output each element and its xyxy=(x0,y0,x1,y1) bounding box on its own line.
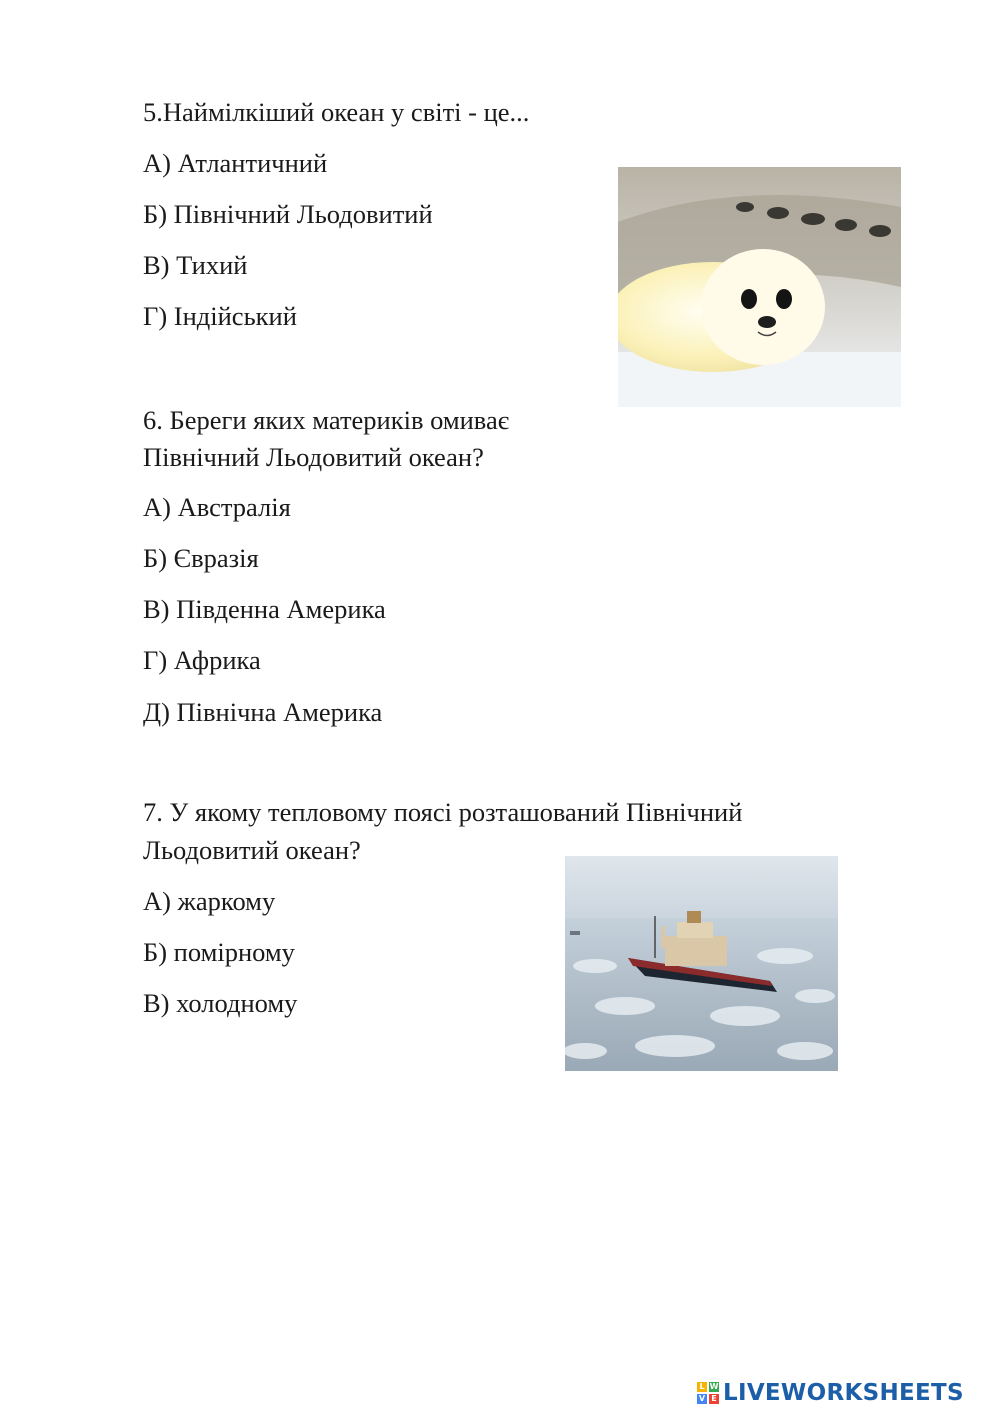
icebreaker-photo xyxy=(565,856,838,1071)
liveworksheets-wordmark: LIVEWORKSHEETS xyxy=(723,1380,964,1406)
question-6-option-a: А) Австралія xyxy=(143,492,291,522)
question-6-text-line-1: 6. Береги яких материків омиває xyxy=(143,405,510,435)
question-7-option-a: А) жаркому xyxy=(143,886,276,916)
question-5-option-b: Б) Північний Льодовитий xyxy=(143,199,433,229)
question-7-option-b: Б) помірному xyxy=(143,937,295,967)
logo-letter-v: V xyxy=(698,1394,706,1403)
question-5-option-d: Г) Індійський xyxy=(143,301,297,331)
question-6-option-c: В) Південна Америка xyxy=(143,594,386,624)
liveworksheets-brand xyxy=(697,1378,964,1408)
question-6-option-d: Г) Африка xyxy=(143,645,261,675)
logo-letter-w: W xyxy=(709,1382,719,1391)
logo-letter-l: L xyxy=(697,1382,707,1392)
question-5-option-c: В) Тихий xyxy=(143,250,248,280)
seal-pup-photo xyxy=(618,167,901,407)
question-6-option-e: Д) Північна Америка xyxy=(143,697,383,727)
liveworksheets-logo-icon xyxy=(697,1382,719,1404)
question-6-text-line-2: Північний Льодовитий океан? xyxy=(143,442,484,472)
question-7-text-line-2: Льодовитий океан? xyxy=(143,835,361,865)
question-7-text-line-1: 7. У якому тепловому поясі розташований Північний xyxy=(143,797,743,827)
question-7-option-c: В) холодному xyxy=(143,988,298,1018)
logo-letter-e: E xyxy=(709,1394,719,1404)
question-6-option-b: Б) Євразія xyxy=(143,543,259,573)
question-5-text: 5.Наймілкіший океан у світі - це... xyxy=(143,97,530,127)
question-5-option-a: А) Атлантичний xyxy=(143,148,328,178)
